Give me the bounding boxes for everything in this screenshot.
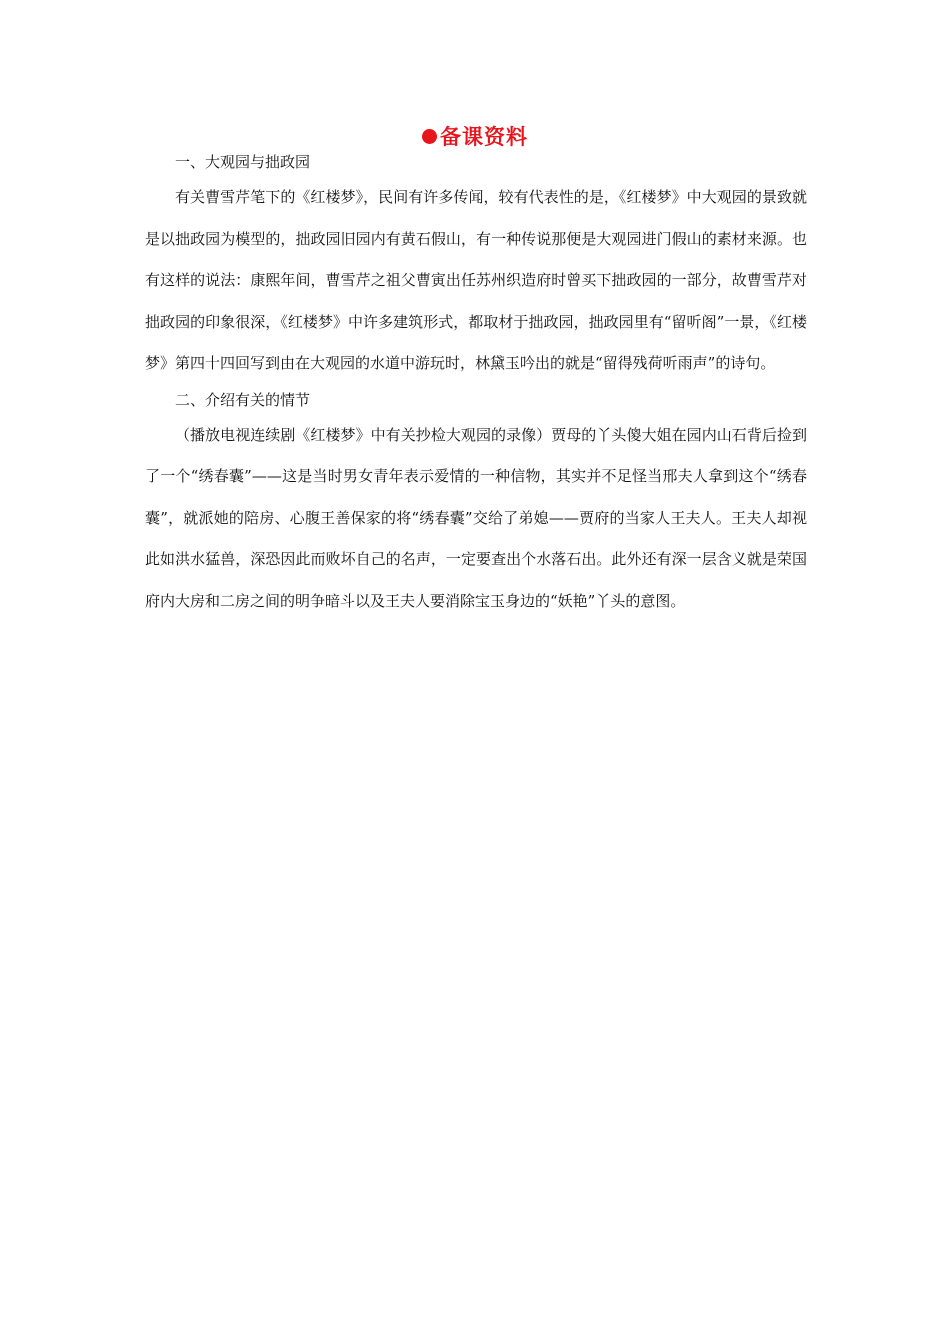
section-paragraph-1: 有关曹雪芹笔下的《红楼梦》，民间有许多传闻，较有代表性的是，《红楼梦》中大观园的景致就是以拙政园为模型的，拙政园旧园内有黄石假山，有一种传说那便是大观园进门假山的素材来源。也有这样的说法：康熙年间，曹雪芹之祖父曹寅出任苏州织造府时曾买下拙政园的一部分，故曹雪芹对拙政园的印象很深，《红楼梦》中许多建筑形式，都取材于拙政园，拙政园里有“留听阁”一景，《红楼梦》第四十四回写到由在大观园的水道中游玩时，林黛玉吟出的就是“留得残荷听雨声”的诗句。 (145, 188, 807, 372)
section-paragraph-2: （播放电视连续剧《红楼梦》中有关抄检大观园的录像）贾母的丫头傻大姐在园内山石背后捡到了一个“绣春囊”——这是当时男女青年表示爱情的一种信物，其实并不足怪当邢夫人拿到这个“绣春囊”，就派她的陪房、心腹王善保家的将“绣春囊”交给了弟媳——贾府的当家人王夫人。王夫人却视此如洪水猛兽，深恐因此而败坏自己的名声，一定要查出个水落石出。此外还有深一层含义就是荣国府内大房和二房之间的明争暗斗以及王夫人要消除宝玉身边的“妖艳”丫头的意图。 (145, 425, 807, 610)
document-body (145, 147, 807, 622)
section-heading-2: 二、介绍有关的情节 (175, 390, 311, 409)
bullet-icon (422, 129, 437, 144)
section-heading-1: 一、大观园与拙政园 (175, 153, 311, 171)
page-title-text: 备课资料 (440, 125, 528, 149)
